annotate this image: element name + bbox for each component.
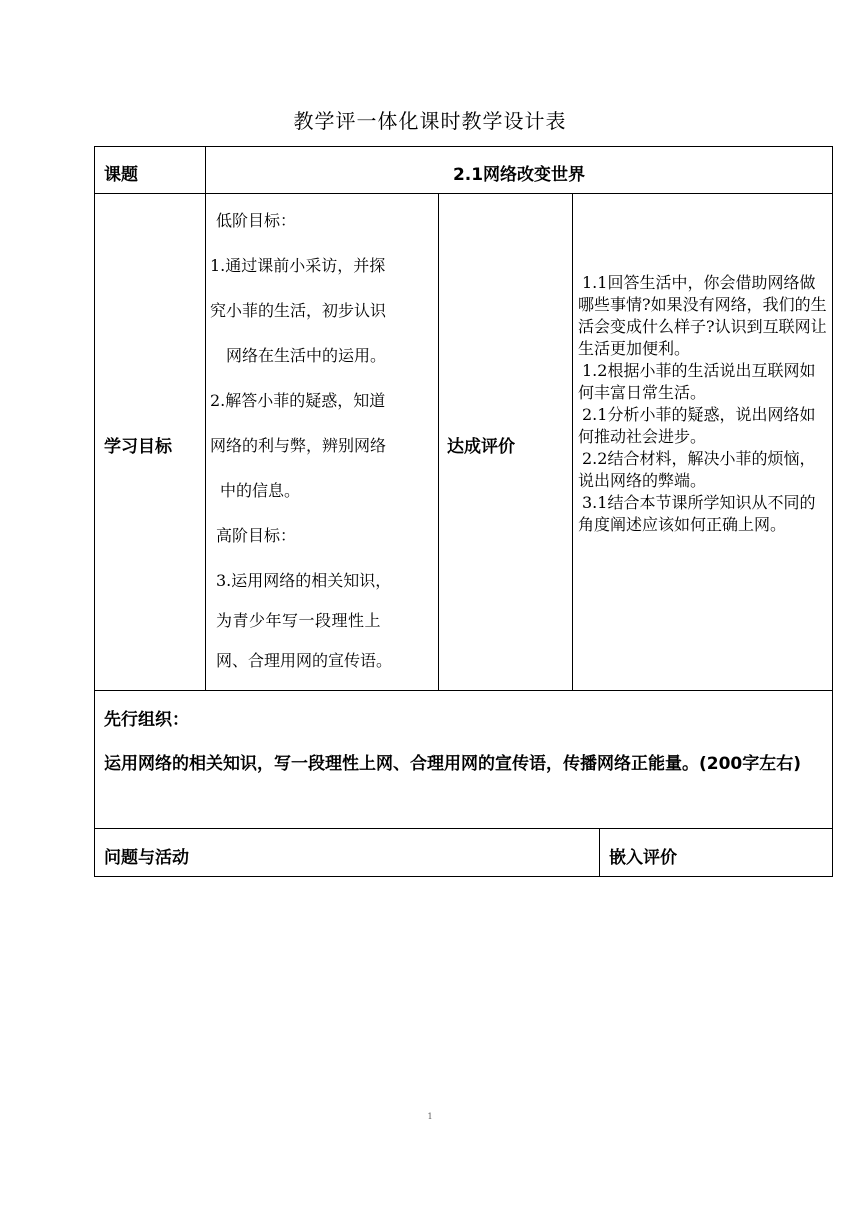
advance-organizer-text: 运用网络的相关知识，写一段理性上网、合理用网的宣传语，传播网络正能量。(200字左右) [104, 754, 802, 774]
objective-line: 中的信息。 [220, 481, 301, 500]
objective-line: 3.运用网络的相关知识， [216, 571, 392, 590]
objectives-label: 学习目标 [104, 437, 172, 457]
objective-line: 网、合理用网的宣传语。 [216, 651, 393, 670]
document-title: 教学评一体化课时教学设计表 [293, 109, 567, 133]
objective-line: 网络在生活中的运用。 [226, 346, 387, 365]
assessment-item: 2.2结合材料，解决小菲的烦恼，说出网络的弊端。 [578, 449, 816, 490]
assessment-item: 1.1回答生活中，你会借助网络做哪些事情?如果没有网络，我们的生活会变成什么样子?认识到互联网让生活更加便利。 [578, 273, 827, 358]
topic-value: 2.1网络改变世界 [452, 165, 586, 185]
assessment-label: 达成评价 [447, 437, 515, 457]
assessment-item: 3.1结合本节课所学知识从不同的角度阐述应该如何正确上网。 [578, 493, 816, 534]
objective-line: 2.解答小菲的疑惑，知道 [210, 391, 386, 410]
assessment-list [578, 272, 830, 536]
page-number: 1 [427, 1112, 433, 1121]
activities-label: 问题与活动 [104, 848, 189, 868]
assessment-item: 2.1分析小菲的疑惑，说出网络如何推动社会进步。 [578, 405, 816, 446]
objective-line: 究小菲的生活，初步认识 [210, 301, 387, 320]
objective-line: 为青少年写一段理性上 [216, 611, 382, 630]
embedded-eval-label: 嵌入评价 [609, 848, 677, 868]
topic-label: 课题 [104, 165, 138, 185]
assessment-item: 1.2根据小菲的生活说出互联网如何丰富日常生活。 [578, 361, 816, 402]
advance-organizer-label: 先行组织： [104, 710, 189, 730]
high-order-heading: 高阶目标： [216, 526, 297, 545]
low-order-heading: 低阶目标： [216, 211, 297, 230]
objective-line: 网络的利与弊，辨别网络 [210, 436, 387, 455]
objective-line: 1.通过课前小采访，并探 [210, 256, 386, 275]
